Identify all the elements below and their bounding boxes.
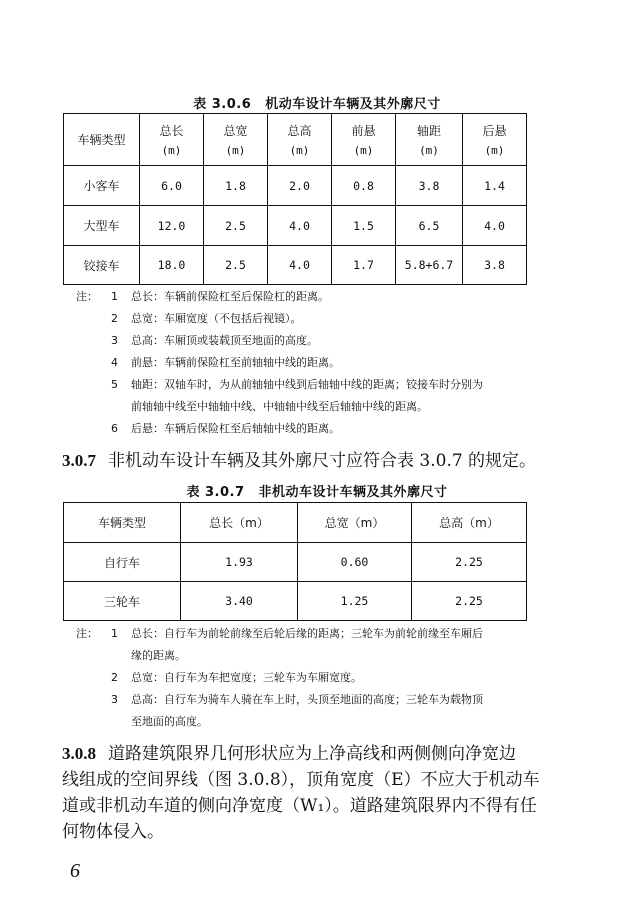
- section-308-paragraph: [62, 741, 597, 845]
- table-cell: 2.5: [204, 246, 268, 285]
- column-header-name: 总高: [287, 124, 312, 138]
- table-cell: 0.8: [332, 166, 396, 206]
- table-306-notes: [76, 286, 576, 440]
- note-text: 总高：自行车为骑车人骑在车上时，头顶至地面的高度；三轮车为载物顶: [131, 693, 483, 706]
- column-header: [268, 114, 332, 166]
- table-307-notes: [76, 623, 576, 733]
- vehicle-type-cell: 小客车: [64, 166, 140, 206]
- note-number: 1: [111, 627, 118, 640]
- note-item: [76, 352, 576, 374]
- table-cell: 1.25: [298, 582, 412, 621]
- table-cell: 4.0: [463, 206, 527, 246]
- table-cell: 3.40: [181, 582, 298, 621]
- note-continuation: 前轴轴中线至中轴轴中线、中轴轴中线至后轴轴中线的距离。: [131, 400, 428, 413]
- column-header: [463, 114, 527, 166]
- column-header: [332, 114, 396, 166]
- table-306: [63, 113, 527, 285]
- table-cell: 2.0: [268, 166, 332, 206]
- column-header-name: 后悬: [482, 124, 507, 138]
- vehicle-type-header: 车辆类型: [64, 114, 140, 166]
- table-cell: 1.7: [332, 246, 396, 285]
- column-header-unit: (m): [225, 144, 246, 157]
- table-306-caption-title: 机动车设计车辆及其外廓尺寸: [265, 97, 441, 112]
- table-306-caption: [0, 93, 634, 112]
- note-item: [76, 667, 576, 689]
- column-header: [204, 114, 268, 166]
- table-row: [64, 246, 527, 285]
- column-header-unit: (m): [419, 144, 439, 157]
- table-cell: 3.8: [463, 246, 527, 285]
- note-number: 3: [111, 693, 118, 706]
- note-text: 总高：车厢顶或装载顶至地面的高度。: [131, 334, 318, 347]
- column-header: [140, 114, 204, 166]
- vehicle-type-header: 车辆类型: [64, 503, 181, 543]
- table-cell: 5.8+6.7: [396, 246, 463, 285]
- note-item: [76, 308, 576, 330]
- table-307-caption-title: 非机动车设计车辆及其外廓尺寸: [258, 485, 448, 500]
- column-header: 总高（m）: [412, 503, 527, 543]
- column-header-unit: (m): [161, 144, 182, 157]
- note-item: [76, 418, 576, 440]
- note-text: 总长：车辆前保险杠至后保险杠的距离。: [131, 290, 329, 303]
- table-row: [64, 582, 527, 621]
- table-row: [64, 166, 527, 206]
- note-continuation: 缘的距离。: [131, 649, 186, 662]
- vehicle-type-cell: 自行车: [64, 543, 181, 582]
- column-header: 总长（m）: [181, 503, 298, 543]
- note-number: 6: [111, 422, 118, 435]
- table-cell: 0.60: [298, 543, 412, 582]
- table-cell: 6.5: [396, 206, 463, 246]
- note-text: 前悬：车辆前保险杠至前轴轴中线的距离。: [131, 356, 340, 369]
- note-item: [76, 374, 576, 396]
- vehicle-type-cell: 大型车: [64, 206, 140, 246]
- note-number: 5: [111, 378, 118, 391]
- table-cell: 2.5: [204, 206, 268, 246]
- table-cell: 1.5: [332, 206, 396, 246]
- column-header-name: 轴距: [416, 124, 441, 138]
- table-cell: 1.93: [181, 543, 298, 582]
- column-header: [396, 114, 463, 166]
- vehicle-type-cell: 铰接车: [64, 246, 140, 285]
- table-cell: 4.0: [268, 206, 332, 246]
- paragraph-line: 何物体侵入。: [62, 822, 164, 842]
- column-header-unit: (m): [289, 144, 310, 157]
- table-cell: 18.0: [140, 246, 204, 285]
- note-number: 3: [111, 334, 118, 347]
- note-text: 轴距：双轴车时，为从前轴轴中线到后轴轴中线的距离；铰接车时分别为: [131, 378, 483, 391]
- table-cell: 1.8: [204, 166, 268, 206]
- note-item: [76, 623, 576, 645]
- section-number: 3.0.8: [62, 744, 96, 763]
- note-text: 总长：自行车为前轮前缘至后轮后缘的距离；三轮车为前轮前缘至车厢后: [131, 627, 483, 640]
- table-cell: 2.25: [412, 543, 527, 582]
- table-cell: 1.4: [463, 166, 527, 206]
- table-cell: 3.8: [396, 166, 463, 206]
- note-lead: 注：: [76, 290, 98, 303]
- table-307-caption: [0, 481, 634, 500]
- note-text: 总宽：自行车为车把宽度；三轮车为车厢宽度。: [131, 671, 362, 684]
- paragraph-line: 道或非机动车道的侧向净宽度（W₁）。道路建筑限界内不得有任: [62, 796, 537, 816]
- table-307: [63, 502, 527, 621]
- table-307-header-row: [64, 503, 527, 543]
- section-text: 非机动车设计车辆及其外廓尺寸应符合表 3.0.7 的规定。: [108, 451, 537, 471]
- column-header-unit: (m): [484, 144, 505, 157]
- note-item: [76, 689, 576, 711]
- column-header-name: 前悬: [351, 124, 376, 138]
- column-header-unit: (m): [353, 144, 374, 157]
- note-number: 4: [111, 356, 118, 369]
- note-number: 2: [111, 312, 118, 325]
- note-lead: 注：: [76, 627, 98, 640]
- table-307-caption-number: 表 3.0.7: [186, 485, 245, 500]
- vehicle-type-cell: 三轮车: [64, 582, 181, 621]
- table-cell: 2.25: [412, 582, 527, 621]
- column-header: 总宽（m）: [298, 503, 412, 543]
- table-cell: 4.0: [268, 246, 332, 285]
- note-text: 后悬：车辆后保险杠至后轴轴中线的距离。: [131, 422, 340, 435]
- section-number: 3.0.7: [62, 451, 96, 470]
- table-cell: 6.0: [140, 166, 204, 206]
- table-row: [64, 543, 527, 582]
- note-number: 2: [111, 671, 118, 684]
- paragraph-line: 线组成的空间界线（图 3.0.8），顶角宽度（E）不应大于机动车: [62, 770, 540, 790]
- table-306-caption-number: 表 3.0.6: [193, 97, 252, 112]
- section-307-paragraph: [62, 446, 582, 471]
- note-text: 总宽：车厢宽度（不包括后视镜）。: [131, 312, 302, 325]
- paragraph-line: [62, 741, 597, 767]
- table-row: [64, 206, 527, 246]
- table-306-header-row: [64, 114, 527, 166]
- column-header-name: 总宽: [223, 124, 248, 138]
- section-text: 道路建筑限界几何形状应为上净高线和两侧侧向净宽边: [108, 744, 516, 764]
- note-continuation: 至地面的高度。: [131, 715, 208, 728]
- table-cell: 12.0: [140, 206, 204, 246]
- page-number: 6: [70, 860, 80, 882]
- column-header-name: 总长: [159, 124, 184, 138]
- note-number: 1: [111, 290, 118, 303]
- note-item: [76, 330, 576, 352]
- note-item: [76, 286, 576, 308]
